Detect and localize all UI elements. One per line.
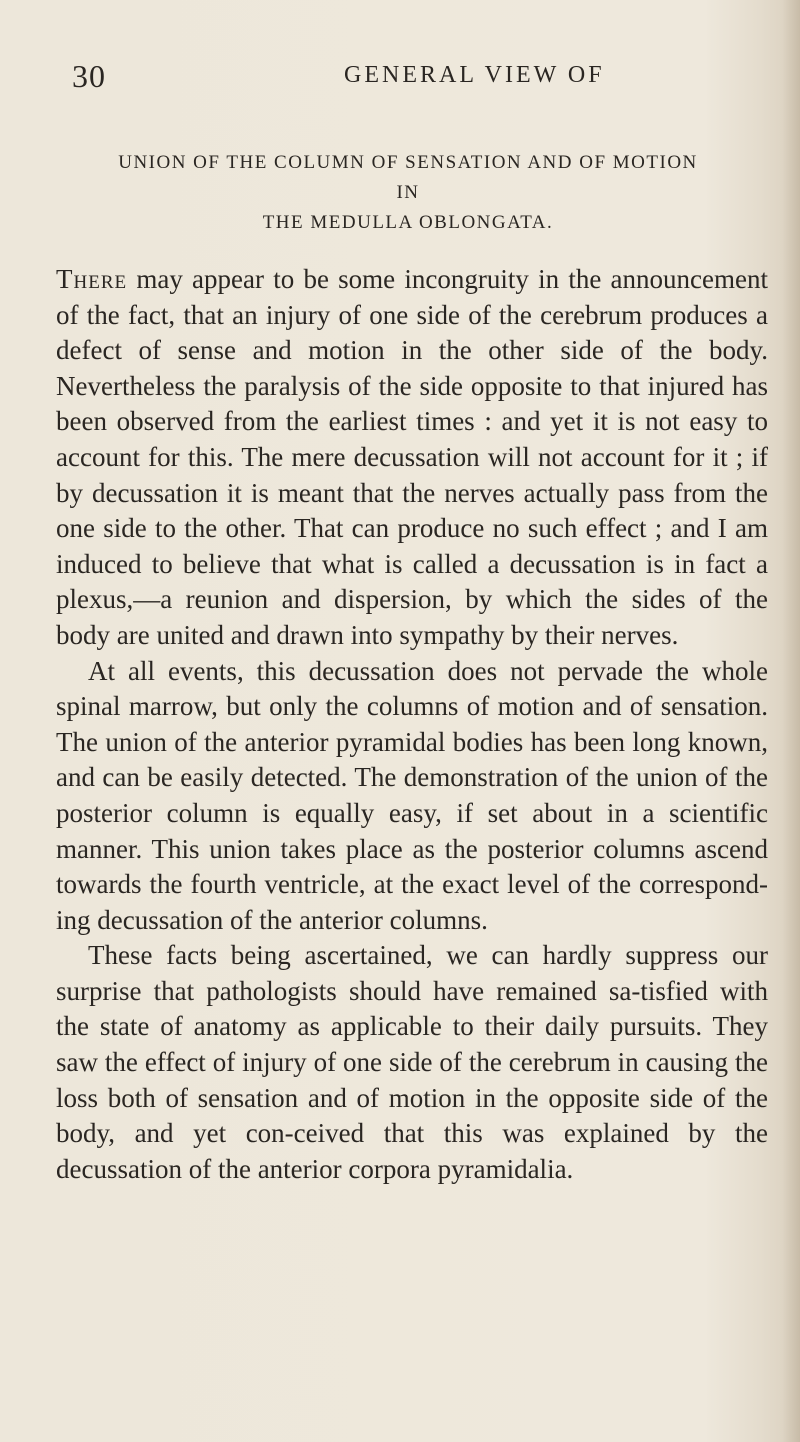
section-heading-line-2: THE MEDULLA OBLONGATA. (262, 212, 554, 233)
section-heading-line-1: UNION OF THE COLUMN OF SENSATION AND OF MOTION IN (118, 152, 698, 203)
body-text (56, 262, 768, 1187)
paragraph-1-lead: There (56, 264, 128, 294)
paragraph-1 (56, 262, 768, 654)
page-number: 30 (72, 58, 106, 94)
paragraph-3: These facts being ascertained, we can hardly suppress our surprise that pathologists should have remained sa-tisfied with the state of anatomy as applicable to their daily pursuits. They saw the effect of injury of one side of the cerebrum in causing the loss both of sensation and of motion in the opposite side of the body, and yet con-ceived that this was explained by the decussation of the anterior corpora pyramidalia. (56, 940, 768, 1184)
running-head (72, 58, 732, 98)
paragraph-1-text: may appear to be some incongruity in the announcement of the fact, that an injury of one side of the cerebrum produces a defect of sense and motion in the other side of the body. Nevertheless the paralysis of the side opposite to that injured has been observed from the earliest times : and yet it is not easy to account for this. The mere decussation will not account for it ; if by decussation it is meant that the nerves actually pass from the one side to the other. That can produce no such effect ; and I am induced to believe that what is called a decussation is in fact a plexus,—a reunion and dispersion, by which the sides of the body are united and drawn into sympathy by their nerves. (56, 264, 768, 650)
running-title: GENERAL VIEW OF (344, 62, 605, 88)
section-heading (108, 148, 708, 238)
page-edge-shadow (782, 0, 800, 1442)
paragraph-2: At all events, this decussation does not pervade the whole spinal marrow, but only the columns of motion and of sensation. The union of the anterior pyramidal bodies has been long known, and can be easily detected. The demonstration of the union of the posterior column is equally easy, if set about in a scientific manner. This union takes place as the posterior columns ascend towards the fourth ventricle, at the exact level of the correspond-ing decussation of the anterior columns. (56, 655, 768, 935)
